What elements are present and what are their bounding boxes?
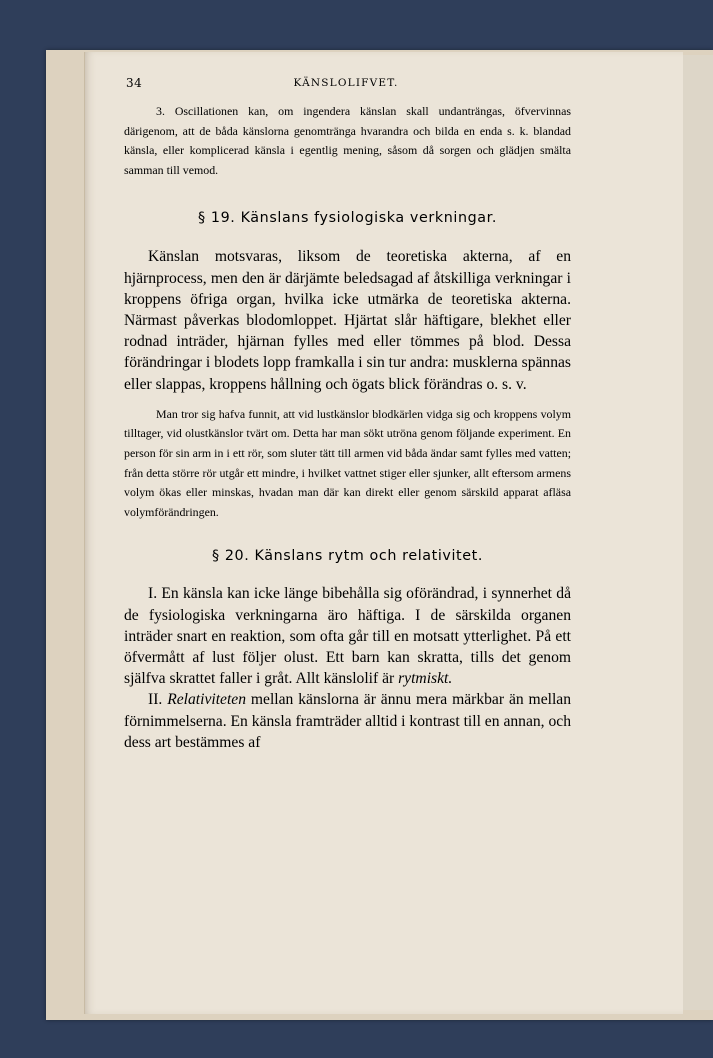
section-20-heading: § 20. Känslans rytm och relativitet.	[211, 548, 484, 565]
adjacent-page-edge	[680, 55, 713, 1010]
paragraph-3-block	[124, 102, 571, 180]
section-20-paragraph-1	[124, 583, 571, 689]
section-20-paragraph-2	[124, 689, 571, 753]
section-20-p2-label: II.	[148, 691, 168, 709]
section-19-heading: § 19. Känslans fysiologiska verkningar.	[198, 210, 497, 227]
section-19-note: Man tror sig hafva funnit, att vid lustkänslor blodkärlen vidga sig och kroppens volym tilltager, vid olustkänslor tvärt om. Detta har man sökt utröna genom följande experiment. En person för sin arm in i ett rör, som sluter tätt till armen vid båda ändar samt fylles med vatten; från detta större rör utgår ett mindre, i hvilket vattnet stiger eller sjunker, allt eftersom armens volym ökas eller minskas, hvadan man där kan direkt eller genom särskild apparat afläsa volymförändringen.	[124, 406, 571, 519]
section-19-note-block	[124, 405, 571, 523]
section-19-body	[124, 246, 571, 394]
page-content	[124, 102, 571, 753]
page-header	[126, 76, 566, 96]
section-19-main-paragraph: Känslan motsvaras, liksom de teoretiska akterna, af en hjärnprocess, men den är därjämte beledsagad af åtskilliga verkningar i kroppens öfriga organ, hvilka icke utmärka de teoretiska akterna. Närmast påverkas blodomloppet. Hjärtat slår häftigare, blekhet eller rodnad inträder, hjärnan fylles med eller tömmes på blod. Dessa förändringar i blodets lopp framkalla i sin tur andra: musklerna spännas eller slappas, kroppens hållning och ögats blick förändras o. s. v.	[124, 248, 571, 393]
page-number: 34	[126, 76, 143, 90]
section-20-p2-text: mellan känslorna är ännu mera märkbar än mellan förnimmelserna. En känsla framträder alltid i kontrast till en annan, och dess art bestämmes af	[124, 691, 571, 751]
section-20-p1-text: I. En känsla kan icke länge bibehålla sig oförändrad, i synnerhet då de fysiologiska verkningarna äro häftiga. I de särskilda organen inträder snart en reaktion, som ofta går till en motsatt ytterlighet. På ett öfvermått af lust följer olust. Ett barn kan skratta, tills det genom själfva skrattet faller i gråt. Allt känslolif är	[124, 585, 571, 688]
section-20-p1-emphasis: rytmiskt.	[398, 670, 453, 688]
paragraph-3: 3. Oscillationen kan, om ingendera känslan skall undanträngas, öfvervinnas därigenom, att de båda känslorna genomtränga hvarandra och bilda en enda s. k. blandad känsla, eller komplicerad känsla i egentlig mening, såsom då sorgen och glädjen smälta samman till vemod.	[124, 104, 571, 177]
section-20-body	[124, 583, 571, 753]
running-head: KÄNSLOLIFVET.	[293, 77, 399, 89]
section-20-p2-emphasis: Relativiteten	[167, 691, 247, 709]
